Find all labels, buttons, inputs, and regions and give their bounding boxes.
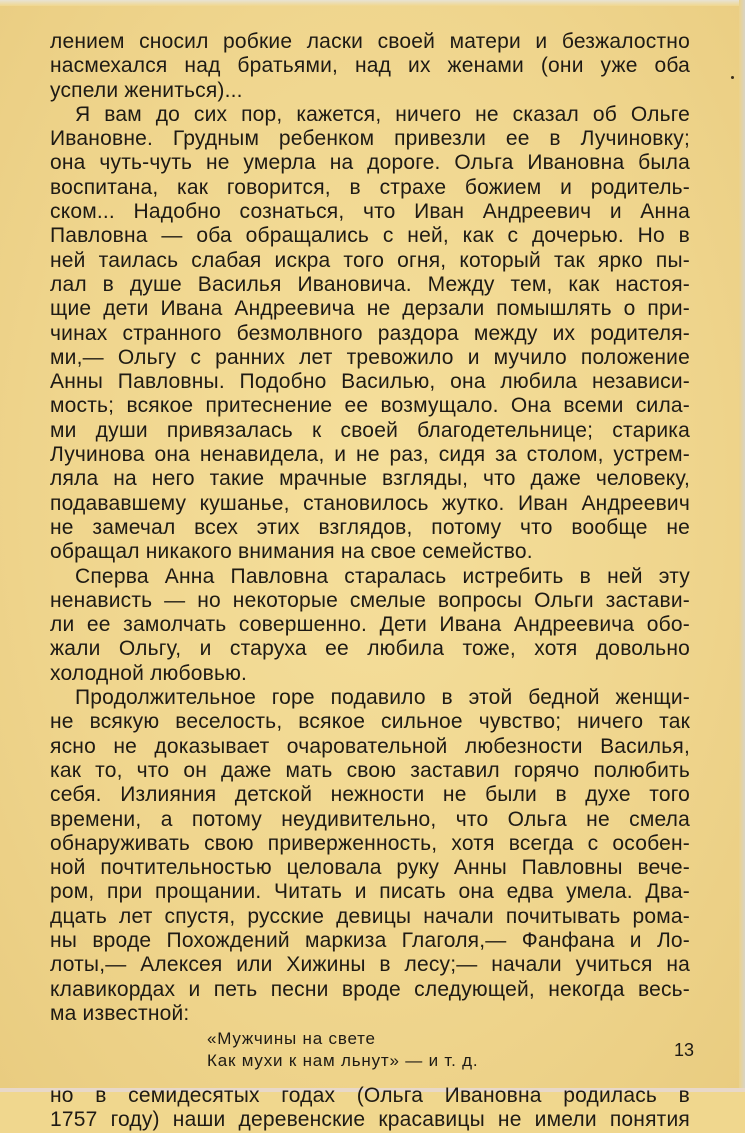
page-number: 13 xyxy=(674,1040,695,1060)
text-line: не замечал всех этих взглядов, потому что вообще не xyxy=(50,515,690,539)
text-line: щие дети Ивана Андреевича не дерзали помышлять о при- xyxy=(50,297,690,321)
text-line: ли ее замолчать совершенно. Дети Ивана Андреевича обо- xyxy=(50,613,690,637)
text-line: лоты,— Алексея или Хижины в лесу;— начали учиться на xyxy=(50,953,690,977)
verse-line: Как мухи к нам льнут» — и т. д. xyxy=(207,1051,479,1071)
text-line: лал в душе Василья Ивановича. Между тем, как настоя- xyxy=(50,272,690,296)
text-line: ми,— Ольгу с ранних лет тревожило и мучило положение xyxy=(50,345,690,369)
text-line: жали Ольгу, и старуха ее любила тоже, хотя довольно xyxy=(50,637,690,661)
text-line: ненависть — но некоторые смелые вопросы Ольги застави- xyxy=(50,588,690,612)
text-line: не всякую веселость, всякое сильное чувство; ничего так xyxy=(50,710,690,734)
text-line: подававшему кушанье, становилось жутко. Иван Андреевич xyxy=(50,491,690,515)
text-line: обращал никакого внимания на свое семейство. xyxy=(50,540,533,564)
text-line: Анны Павловны. Подобно Василью, она любила независи- xyxy=(50,370,690,394)
text-line: клавикордах и петь песни вроде следующей, некогда весь- xyxy=(50,977,690,1001)
text-line: ском... Надобно сознаться, что Иван Андреевич и Анна xyxy=(50,200,690,224)
scan-speck xyxy=(731,76,734,79)
text-line: ясно не доказывает очаровательной любезности Василья, xyxy=(50,734,690,758)
text-line: Я вам до сих пор, кажется, ничего не сказал об Ольге xyxy=(75,102,690,126)
text-line: мость; всякое притеснение ее возмущало. Она всеми сила- xyxy=(50,394,690,418)
text-line: холодной любовью. xyxy=(50,661,248,685)
text-line: времени, а потому неудивительно, что Ольга не смела xyxy=(50,807,690,831)
text-line: ляла на него такие мрачные взгляды, что даже человеку, xyxy=(50,467,690,491)
text-line: Лучинова она ненавидела, и не раз, сидя за столом, устрем- xyxy=(50,443,690,467)
text-line: чинах странного безмолвного раздора между их родителя- xyxy=(50,321,690,345)
page-edge-right xyxy=(739,0,745,1092)
text-line: Павловна — оба обращались с ней, как с дочерью. Но в xyxy=(50,224,690,248)
text-line: себя. Излияния детской нежности не были в духе того xyxy=(50,783,690,807)
text-line: обнаруживать свою приверженность, хотя всегда с особен- xyxy=(50,831,690,855)
text-line: ма известной: xyxy=(50,1001,190,1025)
text-line: ром, при прощании. Читать и писать она едва умела. Два- xyxy=(50,880,690,904)
text-line: Ивановне. Грудным ребенком привезли ее в Лучиновку; xyxy=(50,127,690,151)
text-line: воспитана, как говорится, в страхе божием и родитель- xyxy=(50,175,690,199)
text-line: лением сносил робкие ласки своей матери и безжалостно xyxy=(50,30,690,53)
page-edge-top xyxy=(0,0,745,6)
text-line: она чуть-чуть не умерла на дороге. Ольга Ивановна была xyxy=(50,151,690,175)
text-line: Продолжительное горе подавило в этой бедной женщи- xyxy=(75,686,690,710)
text-line: насмехался над братьями, над их женами (они уже оба xyxy=(50,54,690,78)
text-line: как то, что он даже мать свою заставил горячо полюбить xyxy=(50,758,690,782)
text-line: 1757 году) наши деревенские красавицы не имели понятия xyxy=(50,1108,690,1132)
text-line: но в семидесятых годах (Ольга Ивановна родилась в xyxy=(50,1084,690,1108)
verse-line: «Мужчины на свете xyxy=(207,1029,376,1049)
text-line: ней таилась слабая искра того огня, который так ярко пы- xyxy=(50,248,690,272)
text-line: дцать лет спустя, русские девицы начали почитывать рома- xyxy=(50,904,690,928)
text-line: ны вроде Похождений маркиза Глаголя,— Фанфана и Ло- xyxy=(50,928,690,952)
text-line: Сперва Анна Павловна старалась истребить в ней эту xyxy=(75,564,690,588)
text-line: ной почтительностью целовала руку Анны Павловны вече- xyxy=(50,856,690,880)
text-line: ми души привязалась к своей благодетельнице; старика xyxy=(50,418,690,442)
body-text xyxy=(50,30,690,1133)
text-line: успели жениться)... xyxy=(50,78,243,102)
